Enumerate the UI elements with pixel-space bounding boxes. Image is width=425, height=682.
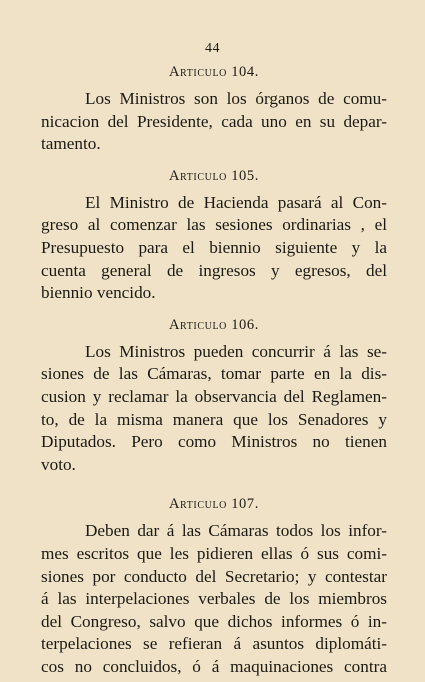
article-heading: Articulo 106. xyxy=(168,316,259,333)
text-line: siones de las Cámaras, tomar parte en la dis- xyxy=(41,364,387,384)
article-text xyxy=(41,520,387,678)
text-line: Deben dar á las Cámaras todos los infor- xyxy=(85,521,387,541)
text-line: del Congreso, salvo que dichos informes ó in- xyxy=(41,611,387,631)
text-line: greso al comenzar las sesiones ordinarias , el xyxy=(41,215,387,235)
page-number: 44 xyxy=(205,41,220,56)
article-105 xyxy=(41,166,387,305)
article-heading: Articulo 107. xyxy=(168,496,259,513)
page-content xyxy=(41,62,387,682)
text-line: biennio vencido. xyxy=(41,283,156,303)
text-line: Diputados. Pero como Ministros no tienen xyxy=(41,432,387,452)
article-heading: Articulo 104. xyxy=(168,64,259,80)
article-107 xyxy=(41,494,387,678)
text-line: cuenta general de ingresos y egresos, del xyxy=(41,260,387,280)
text-line: El Ministro de Hacienda pasará al Con- xyxy=(85,192,387,212)
text-line: cusion y reclamar la observancia del Reglamen- xyxy=(41,386,387,406)
text-line: cos no concluidos, ó á maquinaciones contra xyxy=(41,656,387,676)
text-line: tamento. xyxy=(41,134,101,154)
text-line: voto. xyxy=(41,454,76,474)
text-line: terpelaciones se refieran á asuntos diplomáti- xyxy=(41,634,387,654)
text-line: Los Ministros son los órganos de comu- xyxy=(85,89,387,108)
text-line: á las interpelaciones verbales de los miembros xyxy=(41,589,387,609)
text-line: Presupuesto para el biennio siguiente y la xyxy=(41,237,387,257)
text-line: to, de la misma manera que los Senadores y xyxy=(41,409,387,429)
text-line: nicacion del Presidente, cada uno en su depar- xyxy=(41,111,387,131)
article-106 xyxy=(41,315,387,477)
text-line: mes escritos que les pidieren ellas ó sus comi- xyxy=(41,543,387,563)
text-line: Los Ministros pueden concurrir á las se- xyxy=(85,341,387,361)
article-text xyxy=(41,88,387,156)
article-text xyxy=(41,341,387,477)
article-heading: Articulo 105. xyxy=(168,167,259,184)
article-104 xyxy=(41,62,387,156)
text-line: siones por conducto del Secretario; y contestar xyxy=(41,566,387,586)
article-text xyxy=(41,192,387,305)
